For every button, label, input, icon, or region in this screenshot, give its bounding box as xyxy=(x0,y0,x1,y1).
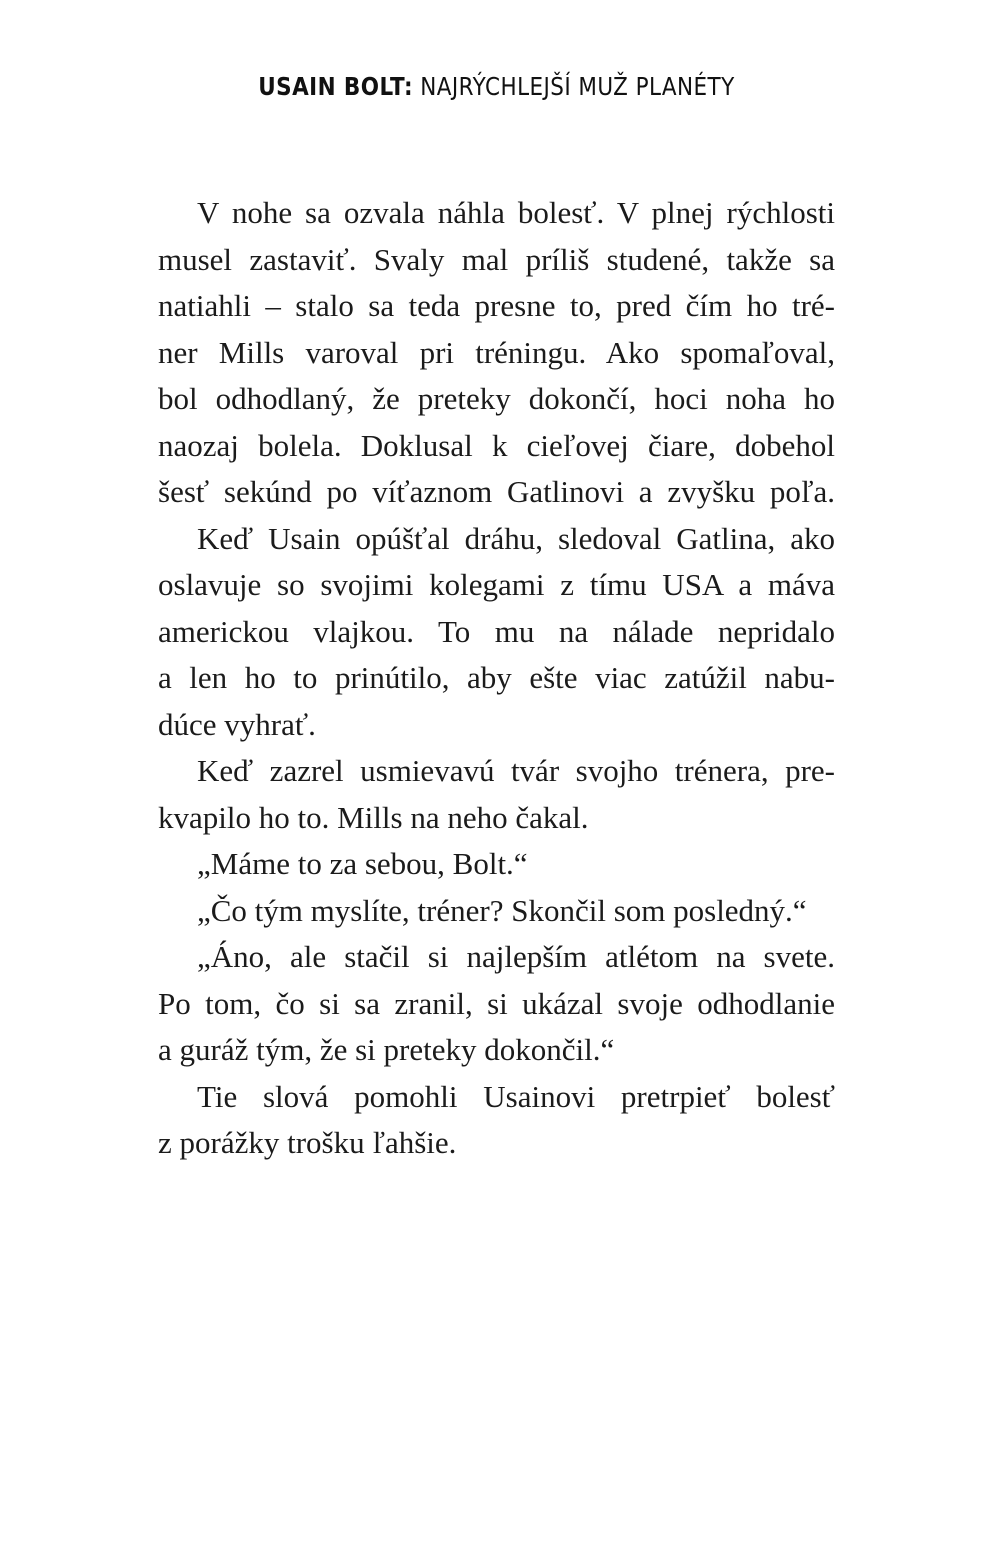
text-line: americkou vlajkou. To mu na nálade nepridalo xyxy=(158,613,835,649)
running-head-author: USAIN BOLT: xyxy=(258,72,413,101)
text-line: z porážky trošku ľahšie. xyxy=(158,1125,457,1160)
text-line: Tie slová pomohli Usainovi pretrpieť bolesť xyxy=(197,1078,835,1114)
text-line: „Čo tým myslíte, tréner? Skončil som posledný.“ xyxy=(197,892,807,928)
text-line: „Áno, ale stačil si najlepším atlétom na svete. xyxy=(197,939,835,974)
text-line: Keď Usain opúšťal dráhu, sledoval Gatlina, ako xyxy=(197,520,835,556)
running-head-title: NAJRÝCHLEJŠÍ MUŽ PLANÉTY xyxy=(420,72,735,101)
paragraph-2 xyxy=(158,516,835,749)
text-line: a len ho to prinútilo, aby ešte viac zatúžil nabu- xyxy=(158,660,835,695)
paragraph-5 xyxy=(158,888,835,935)
paragraph-3 xyxy=(158,748,835,841)
text-line: V nohe sa ozvala náhla bolesť. V plnej rýchlosti xyxy=(197,195,835,230)
text-line: oslavuje so svojimi kolegami z tímu USA a máva xyxy=(158,567,835,602)
text-line: Keď zazrel usmievavú tvár svojho trénera, pre- xyxy=(197,753,835,788)
body-text xyxy=(158,190,835,1167)
text-line: šesť sekúnd po víťaznom Gatlinovi a zvyšku poľa. xyxy=(158,474,835,509)
paragraph-6 xyxy=(158,934,835,1074)
running-head xyxy=(70,72,924,101)
text-line: Po tom, čo si sa zranil, si ukázal svoje odhodlanie xyxy=(158,985,835,1021)
text-line: dúce vyhrať. xyxy=(158,706,316,742)
paragraph-7 xyxy=(158,1074,835,1167)
text-line: musel zastaviť. Svaly mal príliš studené, takže sa xyxy=(158,241,835,277)
text-line: bol odhodlaný, že preteky dokončí, hoci noha ho xyxy=(158,381,835,416)
paragraph-1 xyxy=(158,190,835,516)
text-line: a guráž tým, že si preteky dokončil.“ xyxy=(158,1032,615,1067)
text-line: kvapilo ho to. Mills na neho čakal. xyxy=(158,799,589,835)
text-line: „Máme to za sebou, Bolt.“ xyxy=(197,846,528,881)
text-line: ner Mills varoval pri tréningu. Ako spomaľoval, xyxy=(158,334,835,370)
paragraph-4 xyxy=(158,841,835,888)
text-line: natiahli – stalo sa teda presne to, pred čím ho tré- xyxy=(158,288,835,323)
text-line: naozaj bolela. Doklusal k cieľovej čiare, dobehol xyxy=(158,427,835,463)
